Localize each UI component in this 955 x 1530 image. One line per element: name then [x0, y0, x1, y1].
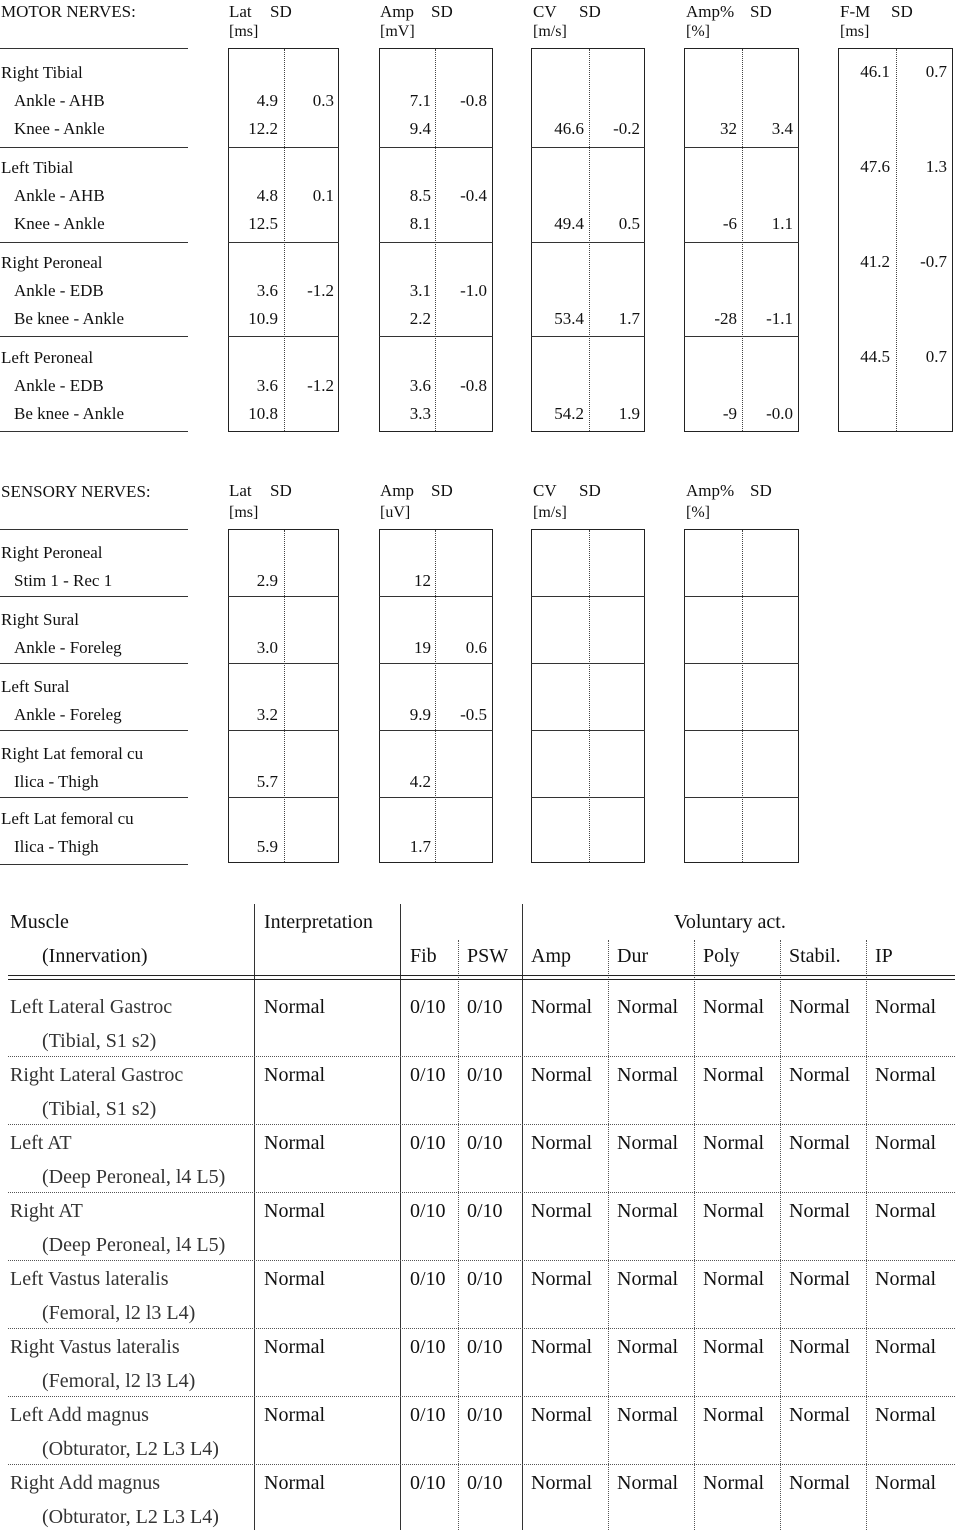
emg-stabil-value: Normal — [789, 1336, 851, 1358]
sensory-header-label: CV — [533, 481, 557, 500]
emg-stabil-value: Normal — [789, 1200, 851, 1222]
emg-muscle-name: Left Lateral Gastroc — [10, 996, 173, 1018]
motor-lat-value: 3.6 — [256, 376, 278, 395]
emg-interpretation-value: Normal — [264, 996, 326, 1018]
motor-header-sd: SD — [579, 2, 601, 21]
sensory-box-separator — [684, 596, 799, 597]
emg-row-separator — [8, 1124, 955, 1125]
sensory-amp-value: 1.7 — [409, 837, 431, 856]
sensory-row-separator — [0, 663, 188, 664]
emg-poly-value: Normal — [703, 1132, 765, 1154]
motor-box-separator — [531, 242, 645, 243]
motor-amp-value: 2.2 — [409, 309, 431, 328]
motor-row-separator — [0, 242, 188, 243]
emg-psw-header: PSW — [467, 945, 509, 967]
emg-innervation-header: (Innervation) — [42, 945, 148, 967]
sensory-header-label: Amp% — [686, 481, 735, 500]
emg-row-separator — [8, 1464, 955, 1465]
motor-lat-value: 10.9 — [248, 309, 278, 328]
motor-lat-value: 12.2 — [248, 119, 278, 138]
sensory-box-separator — [379, 797, 493, 798]
sensory-col-box — [684, 529, 799, 863]
motor-header-sd: SD — [891, 2, 913, 21]
emg-interpretation-value: Normal — [264, 1064, 326, 1086]
motor-segment-name: Ankle - EDB — [14, 281, 104, 300]
emg-psw-value: 0/10 — [467, 996, 503, 1018]
emg-psw-value: 0/10 — [467, 1472, 503, 1494]
emg-psw-value: 0/10 — [467, 1064, 503, 1086]
motor-nerve-name: Right Peroneal — [1, 253, 103, 272]
motor-amp-sd: -1.0 — [460, 281, 487, 300]
sensory-lat-value: 5.9 — [256, 837, 278, 856]
sensory-segment-name: Ilica - Thigh — [14, 772, 99, 791]
emg-header-rule — [8, 979, 955, 980]
emg-ip-value: Normal — [875, 1200, 937, 1222]
motor-segment-name: Be knee - Ankle — [14, 309, 124, 328]
sensory-lat-value: 3.2 — [256, 705, 278, 724]
sensory-header-label: Lat — [229, 481, 252, 500]
sensory-box-separator — [228, 596, 339, 597]
motor-segment-name: Knee - Ankle — [14, 214, 105, 233]
sensory-title: SENSORY NERVES: — [1, 482, 151, 501]
motor-row-separator — [0, 336, 188, 337]
emg-fib-value: 0/10 — [410, 1472, 446, 1494]
emg-dur-value: Normal — [617, 1336, 679, 1358]
sensory-box-separator — [531, 663, 645, 664]
sensory-lat-value: 5.7 — [256, 772, 278, 791]
emg-vdots — [866, 940, 867, 1530]
emg-stabil-value: Normal — [789, 1132, 851, 1154]
emg-muscle-name: Right AT — [10, 1200, 83, 1222]
sensory-segment-name: Stim 1 - Rec 1 — [14, 571, 113, 590]
motor-ampp-value: -9 — [722, 404, 737, 423]
motor-fm-sd: 0.7 — [925, 62, 947, 81]
sensory-row-separator — [0, 529, 188, 530]
motor-ampp-value: 32 — [720, 119, 737, 138]
sensory-nerve-name: Right Sural — [1, 610, 79, 629]
motor-row-separator — [0, 48, 188, 49]
emg-fib-value: 0/10 — [410, 1336, 446, 1358]
sensory-header-sd: SD — [431, 481, 453, 500]
emg-poly-header: Poly — [703, 945, 740, 967]
motor-nerve-name: Left Tibial — [1, 158, 74, 177]
motor-segment-name: Be knee - Ankle — [14, 404, 124, 423]
emg-ip-value: Normal — [875, 1064, 937, 1086]
sensory-segment-name: Ankle - Foreleg — [14, 638, 122, 657]
emg-row-separator — [8, 1056, 955, 1057]
motor-header-label: CV — [533, 2, 557, 21]
motor-header-unit: [ms] — [229, 23, 259, 40]
emg-muscle-name: Left Vastus lateralis — [10, 1268, 169, 1290]
motor-amp-value: 8.5 — [409, 186, 431, 205]
motor-amp-value: 7.1 — [409, 91, 431, 110]
emg-dur-value: Normal — [617, 1268, 679, 1290]
emg-interpretation-value: Normal — [264, 1268, 326, 1290]
motor-cv-sd: 1.7 — [618, 309, 640, 328]
motor-box-separator — [684, 336, 799, 337]
motor-header-unit: [ms] — [840, 23, 870, 40]
motor-box-separator — [531, 336, 645, 337]
emg-interpretation-value: Normal — [264, 1404, 326, 1426]
sensory-row-separator — [0, 864, 188, 865]
motor-lat-sd: -1.2 — [307, 281, 334, 300]
sensory-row-separator — [0, 797, 188, 798]
emg-amp-value: Normal — [531, 1268, 593, 1290]
motor-box-separator — [684, 242, 799, 243]
sensory-box-separator — [228, 663, 339, 664]
motor-cv-value: 54.2 — [554, 404, 584, 423]
sensory-amp-value: 4.2 — [409, 772, 431, 791]
sensory-header-sd: SD — [270, 481, 292, 500]
motor-ampp-sd: -1.1 — [766, 309, 793, 328]
emg-muscle-name: Right Add magnus — [10, 1472, 161, 1494]
sensory-box-separator — [684, 663, 799, 664]
motor-amp-sd: -0.4 — [460, 186, 487, 205]
sensory-header-unit: [m/s] — [533, 504, 567, 521]
sensory-box-separator — [379, 596, 493, 597]
emg-psw-value: 0/10 — [467, 1404, 503, 1426]
motor-segment-name: Ankle - AHB — [14, 186, 105, 205]
emg-interpretation-header: Interpretation — [264, 911, 373, 933]
motor-lat-value: 3.6 — [256, 281, 278, 300]
emg-interpretation-value: Normal — [264, 1132, 326, 1154]
sensory-box-separator — [379, 663, 493, 664]
emg-amp-value: Normal — [531, 1132, 593, 1154]
emg-stabil-header: Stabil. — [789, 945, 841, 967]
motor-row-separator — [0, 147, 188, 148]
emg-muscle-name: Left AT — [10, 1132, 72, 1154]
emg-dur-value: Normal — [617, 1200, 679, 1222]
box-divider — [896, 49, 897, 431]
emg-vdots — [694, 940, 695, 1530]
emg-ip-value: Normal — [875, 996, 937, 1018]
sensory-amp-sd: 0.6 — [465, 638, 487, 657]
motor-header-unit: [m/s] — [533, 23, 567, 40]
emg-fib-value: 0/10 — [410, 1132, 446, 1154]
motor-cv-value: 49.4 — [554, 214, 584, 233]
emg-innervation: (Obturator, L2 L3 L4) — [42, 1506, 219, 1528]
sensory-box-separator — [531, 596, 645, 597]
sensory-box-separator — [228, 797, 339, 798]
sensory-header-sd: SD — [579, 481, 601, 500]
motor-nerve-name: Right Tibial — [1, 63, 83, 82]
motor-segment-name: Knee - Ankle — [14, 119, 105, 138]
box-divider — [589, 530, 590, 862]
sensory-box-separator — [228, 730, 339, 731]
emg-psw-value: 0/10 — [467, 1268, 503, 1290]
emg-vline — [400, 904, 401, 1530]
motor-ampp-sd: 3.4 — [771, 119, 793, 138]
box-divider — [589, 49, 590, 431]
motor-header-sd: SD — [750, 2, 772, 21]
sensory-amp-sd: -0.5 — [460, 705, 487, 724]
sensory-nerve-name: Right Lat femoral cu — [1, 744, 144, 763]
emg-row-separator — [8, 1260, 955, 1261]
emg-ip-value: Normal — [875, 1132, 937, 1154]
emg-fib-value: 0/10 — [410, 1200, 446, 1222]
emg-amp-value: Normal — [531, 1336, 593, 1358]
emg-psw-value: 0/10 — [467, 1200, 503, 1222]
sensory-col-box — [531, 529, 645, 863]
box-divider — [435, 530, 436, 862]
emg-stabil-value: Normal — [789, 1404, 851, 1426]
emg-dur-header: Dur — [617, 945, 649, 967]
emg-ip-value: Normal — [875, 1268, 937, 1290]
emg-muscle-name: Left Add magnus — [10, 1404, 149, 1426]
sensory-lat-value: 3.0 — [256, 638, 278, 657]
emg-row-separator — [8, 1328, 955, 1329]
emg-vdots — [608, 940, 609, 1530]
emg-muscle-name: Right Lateral Gastroc — [10, 1064, 184, 1086]
motor-fm-sd: -0.7 — [920, 252, 947, 271]
motor-segment-name: Ankle - AHB — [14, 91, 105, 110]
motor-ampp-box — [684, 48, 799, 432]
motor-header-unit: [%] — [686, 23, 710, 40]
emg-fib-value: 0/10 — [410, 996, 446, 1018]
motor-amp-sd: -0.8 — [460, 91, 487, 110]
emg-fib-header: Fib — [410, 945, 437, 967]
motor-fm-value: 47.6 — [860, 157, 890, 176]
emg-poly-value: Normal — [703, 1472, 765, 1494]
motor-ampp-value: -6 — [722, 214, 737, 233]
emg-ip-value: Normal — [875, 1472, 937, 1494]
motor-cv-sd: -0.2 — [613, 119, 640, 138]
emg-vdots — [458, 940, 459, 1530]
sensory-row-separator — [0, 730, 188, 731]
motor-header-sd: SD — [270, 2, 292, 21]
emg-dur-value: Normal — [617, 1404, 679, 1426]
motor-box-separator — [228, 336, 339, 337]
sensory-header-unit: [%] — [686, 504, 710, 521]
motor-cv-box — [531, 48, 645, 432]
emg-poly-value: Normal — [703, 1268, 765, 1290]
emg-stabil-value: Normal — [789, 1472, 851, 1494]
motor-header-label: Lat — [229, 2, 252, 21]
motor-box-separator — [379, 147, 493, 148]
sensory-lat-value: 2.9 — [256, 571, 278, 590]
emg-header-rule — [8, 975, 955, 976]
motor-row-separator — [0, 431, 188, 432]
sensory-segment-name: Ankle - Foreleg — [14, 705, 122, 724]
emg-ip-value: Normal — [875, 1404, 937, 1426]
emg-innervation: (Femoral, l2 l3 L4) — [42, 1302, 196, 1324]
motor-amp-sd: -0.8 — [460, 376, 487, 395]
sensory-box-separator — [531, 730, 645, 731]
emg-poly-value: Normal — [703, 996, 765, 1018]
emg-dur-value: Normal — [617, 1064, 679, 1086]
emg-fib-value: 0/10 — [410, 1404, 446, 1426]
motor-ampp-value: -28 — [714, 309, 737, 328]
emg-stabil-value: Normal — [789, 996, 851, 1018]
emg-vdots — [780, 940, 781, 1530]
emg-poly-value: Normal — [703, 1064, 765, 1086]
motor-amp-value: 3.3 — [409, 404, 431, 423]
emg-vline — [254, 904, 255, 1530]
motor-cv-sd: 0.5 — [618, 214, 640, 233]
emg-dur-value: Normal — [617, 1132, 679, 1154]
motor-lat-sd: 0.3 — [312, 91, 334, 110]
box-divider — [742, 49, 743, 431]
sensory-box-separator — [684, 797, 799, 798]
motor-fm-value: 44.5 — [860, 347, 890, 366]
motor-ampp-sd: -0.0 — [766, 404, 793, 423]
box-divider — [284, 530, 285, 862]
sensory-segment-name: Ilica - Thigh — [14, 837, 99, 856]
emg-vline — [522, 904, 523, 1530]
sensory-nerve-name: Right Peroneal — [1, 543, 103, 562]
motor-lat-value: 12.5 — [248, 214, 278, 233]
motor-segment-name: Ankle - EDB — [14, 376, 104, 395]
emg-dur-value: Normal — [617, 1472, 679, 1494]
sensory-amp-value: 12 — [414, 571, 431, 590]
emg-amp-value: Normal — [531, 1404, 593, 1426]
emg-psw-value: 0/10 — [467, 1336, 503, 1358]
sensory-nerve-name: Left Sural — [1, 677, 70, 696]
motor-header-sd: SD — [431, 2, 453, 21]
motor-box-separator — [228, 147, 339, 148]
emg-muscle-header: Muscle — [10, 911, 69, 933]
motor-lat-value: 4.8 — [256, 186, 278, 205]
motor-cv-value: 53.4 — [554, 309, 584, 328]
emg-innervation: (Tibial, S1 s2) — [42, 1098, 157, 1120]
motor-amp-value: 9.4 — [409, 119, 431, 138]
sensory-header-sd: SD — [750, 481, 772, 500]
emg-voluntary-header: Voluntary act. — [674, 911, 786, 933]
emg-amp-header: Amp — [531, 945, 571, 967]
emg-fib-value: 0/10 — [410, 1064, 446, 1086]
motor-cv-sd: 1.9 — [618, 404, 640, 423]
sensory-amp-value: 19 — [414, 638, 431, 657]
emg-row-separator — [8, 1192, 955, 1193]
emg-amp-value: Normal — [531, 1064, 593, 1086]
emg-psw-value: 0/10 — [467, 1132, 503, 1154]
emg-row-separator — [8, 1396, 955, 1397]
emg-innervation: (Tibial, S1 s2) — [42, 1030, 157, 1052]
emg-amp-value: Normal — [531, 996, 593, 1018]
motor-fm-box — [838, 48, 953, 432]
emg-interpretation-value: Normal — [264, 1336, 326, 1358]
motor-fm-value: 46.1 — [860, 62, 890, 81]
motor-fm-sd: 0.7 — [925, 347, 947, 366]
motor-box-separator — [684, 147, 799, 148]
emg-poly-value: Normal — [703, 1404, 765, 1426]
motor-lat-sd: 0.1 — [312, 186, 334, 205]
emg-stabil-value: Normal — [789, 1268, 851, 1290]
emg-amp-value: Normal — [531, 1200, 593, 1222]
motor-box-separator — [228, 242, 339, 243]
sensory-header-label: Amp — [380, 481, 414, 500]
motor-header-label: Amp — [380, 2, 414, 21]
emg-amp-value: Normal — [531, 1472, 593, 1494]
emg-innervation: (Deep Peroneal, l4 L5) — [42, 1234, 226, 1256]
emg-innervation: (Deep Peroneal, l4 L5) — [42, 1166, 226, 1188]
emg-dur-value: Normal — [617, 996, 679, 1018]
motor-nerve-name: Left Peroneal — [1, 348, 94, 367]
motor-box-separator — [379, 336, 493, 337]
emg-innervation: (Obturator, L2 L3 L4) — [42, 1438, 219, 1460]
motor-lat-value: 10.8 — [248, 404, 278, 423]
motor-header-unit: [mV] — [380, 23, 415, 40]
motor-ampp-sd: 1.1 — [771, 214, 793, 233]
motor-fm-value: 41.2 — [860, 252, 890, 271]
emg-muscle-name: Right Vastus lateralis — [10, 1336, 180, 1358]
emg-innervation: (Femoral, l2 l3 L4) — [42, 1370, 196, 1392]
motor-fm-sd: 1.3 — [925, 157, 947, 176]
sensory-amp-value: 9.9 — [409, 705, 431, 724]
emg-poly-value: Normal — [703, 1200, 765, 1222]
motor-amp-value: 3.6 — [409, 376, 431, 395]
motor-lat-value: 4.9 — [256, 91, 278, 110]
sensory-header-unit: [uV] — [380, 504, 411, 521]
emg-stabil-value: Normal — [789, 1064, 851, 1086]
sensory-nerve-name: Left Lat femoral cu — [1, 809, 134, 828]
sensory-header-unit: [ms] — [229, 504, 259, 521]
emg-fib-value: 0/10 — [410, 1268, 446, 1290]
emg-poly-value: Normal — [703, 1336, 765, 1358]
motor-box-separator — [531, 147, 645, 148]
sensory-row-separator — [0, 596, 188, 597]
motor-cv-value: 46.6 — [554, 119, 584, 138]
motor-box-separator — [379, 242, 493, 243]
motor-header-label: F-M — [840, 2, 871, 21]
emg-interpretation-value: Normal — [264, 1200, 326, 1222]
emg-ip-value: Normal — [875, 1336, 937, 1358]
box-divider — [742, 530, 743, 862]
motor-amp-value: 8.1 — [409, 214, 431, 233]
motor-lat-sd: -1.2 — [307, 376, 334, 395]
motor-title: MOTOR NERVES: — [1, 2, 136, 21]
motor-amp-value: 3.1 — [409, 281, 431, 300]
emg-interpretation-value: Normal — [264, 1472, 326, 1494]
sensory-box-separator — [684, 730, 799, 731]
sensory-box-separator — [379, 730, 493, 731]
sensory-box-separator — [531, 797, 645, 798]
emg-ip-header: IP — [875, 945, 893, 967]
motor-header-label: Amp% — [686, 2, 735, 21]
